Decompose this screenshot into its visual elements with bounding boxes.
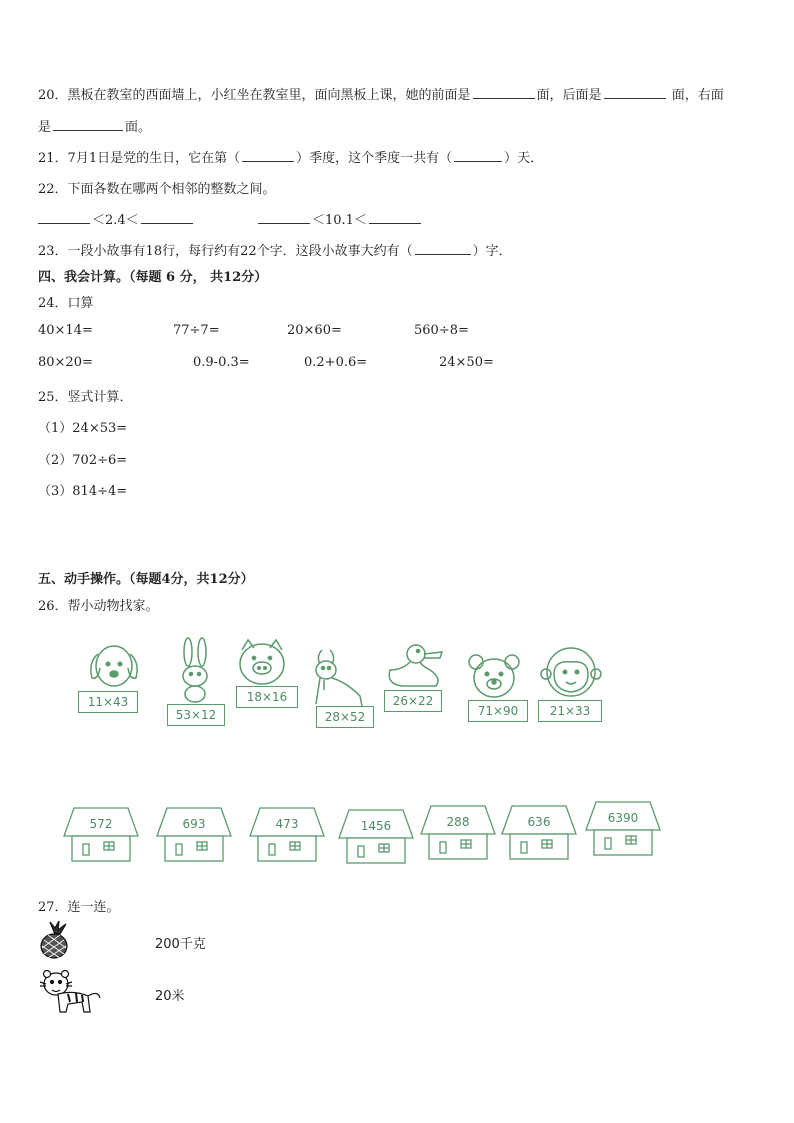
q24-title: 24．口算 xyxy=(38,296,94,311)
house-572[interactable] xyxy=(62,806,140,862)
q25-title: 25．竖式计算． xyxy=(38,390,133,405)
q25-item-2: （2）702÷6= xyxy=(38,453,128,468)
q23-blank[interactable] xyxy=(415,253,471,255)
dog-icon xyxy=(84,640,144,692)
q23 xyxy=(38,240,512,259)
house-1456[interactable] xyxy=(337,808,415,864)
q24-r1c2: 77÷7= xyxy=(173,323,220,338)
q22-b-left-blank[interactable] xyxy=(258,222,310,224)
q22-b xyxy=(258,209,423,228)
rabbit-icon xyxy=(172,636,218,704)
house-number: 1456 xyxy=(360,819,392,833)
q20-line2-prefix: 是 xyxy=(38,120,52,135)
q24-r2c1: 80×20= xyxy=(38,355,93,370)
duck-icon xyxy=(382,640,446,690)
q27-item-2-label[interactable]: 20米 xyxy=(155,989,185,1004)
house-icon xyxy=(419,804,497,860)
q23-suffix: ）字． xyxy=(472,244,512,259)
pig-label[interactable]: 18×16 xyxy=(236,686,298,708)
duck-label[interactable]: 26×22 xyxy=(384,690,442,712)
house-288[interactable] xyxy=(419,804,497,860)
q26-title: 26．帮小动物找家。 xyxy=(38,599,159,614)
house-icon xyxy=(62,806,140,862)
q24-r2c2: 0.9-0.3= xyxy=(193,355,250,370)
q20-front-suffix: 面，后面是 xyxy=(536,88,602,103)
monkey-label[interactable]: 21×33 xyxy=(538,700,602,722)
pig-icon xyxy=(236,638,288,688)
house-icon xyxy=(248,806,326,862)
goat-label[interactable]: 28×52 xyxy=(316,706,374,728)
q24-r2c3: 0.2+0.6= xyxy=(304,355,368,370)
goat-icon xyxy=(306,646,370,708)
section4-title: 四、我会计算。（每题 6 分， 共12分） xyxy=(38,270,268,285)
q20-back-suffix: 面，右面 xyxy=(667,88,724,103)
q20-front-blank[interactable] xyxy=(473,97,535,99)
house-icon xyxy=(337,808,415,864)
house-number: 636 xyxy=(527,815,551,829)
house-icon xyxy=(584,800,662,856)
q21-days-blank[interactable] xyxy=(454,160,502,162)
q24-r1c4: 560÷8= xyxy=(414,323,469,338)
q20-back-blank[interactable] xyxy=(604,97,666,99)
q20-line2 xyxy=(38,116,151,135)
q22-a xyxy=(38,209,195,228)
q24-r1c3: 20×60= xyxy=(287,323,342,338)
q21-suffix: ）天． xyxy=(504,151,544,166)
q25-item-3: （3）814÷4= xyxy=(38,484,128,499)
q20-right-blank[interactable] xyxy=(53,129,123,131)
dog-label[interactable]: 11×43 xyxy=(78,691,138,713)
house-473[interactable] xyxy=(248,806,326,862)
house-icon xyxy=(155,806,233,862)
house-icon xyxy=(500,804,578,860)
q21-prefix: 21．7月1日是党的生日，它在第（ xyxy=(38,151,241,166)
house-number: 6390 xyxy=(607,811,639,825)
q21 xyxy=(38,147,543,166)
q21-mid: ）季度，这个季度一共有（ xyxy=(296,151,453,166)
bear-label[interactable]: 71×90 xyxy=(468,700,528,722)
q24-r1c1: 40×14= xyxy=(38,323,93,338)
q21-quarter-blank[interactable] xyxy=(242,160,294,162)
q20-line2-suffix: 面。 xyxy=(125,120,152,135)
house-number: 473 xyxy=(275,817,299,831)
house-number: 572 xyxy=(89,817,113,831)
q22-a-mid: ＜2.4＜ xyxy=(92,213,139,228)
house-693[interactable] xyxy=(155,806,233,862)
q25-item-1: （1）24×53= xyxy=(38,421,128,436)
q27-title: 27．连一连。 xyxy=(38,900,120,915)
q20-line1 xyxy=(38,84,724,103)
q22-b-right-blank[interactable] xyxy=(369,222,421,224)
q22-b-mid: ＜10.1＜ xyxy=(312,213,367,228)
q22-a-left-blank[interactable] xyxy=(38,222,90,224)
q22-title: 22．下面各数在哪两个相邻的整数之间。 xyxy=(38,182,276,197)
rabbit-label[interactable]: 53×12 xyxy=(167,704,225,726)
section5-title: 五、动手操作。（每题4分，共12分） xyxy=(38,572,254,587)
house-number: 288 xyxy=(446,815,470,829)
monkey-icon xyxy=(540,644,602,702)
q23-prefix: 23．一段小故事有18行，每行约有22个字．这段小故事大约有（ xyxy=(38,244,413,259)
house-number: 693 xyxy=(182,817,206,831)
house-6390[interactable] xyxy=(584,800,662,856)
house-636[interactable] xyxy=(500,804,578,860)
tiger-icon xyxy=(38,968,102,1016)
q22-a-right-blank[interactable] xyxy=(141,222,193,224)
bear-icon xyxy=(466,652,522,700)
q27-item-1-label[interactable]: 200千克 xyxy=(155,937,206,952)
pineapple-icon xyxy=(38,920,72,960)
q24-r2c4: 24×50= xyxy=(439,355,494,370)
q20-text: 20．黑板在教室的西面墙上，小红坐在教室里，面向黑板上课，她的前面是 xyxy=(38,88,471,103)
